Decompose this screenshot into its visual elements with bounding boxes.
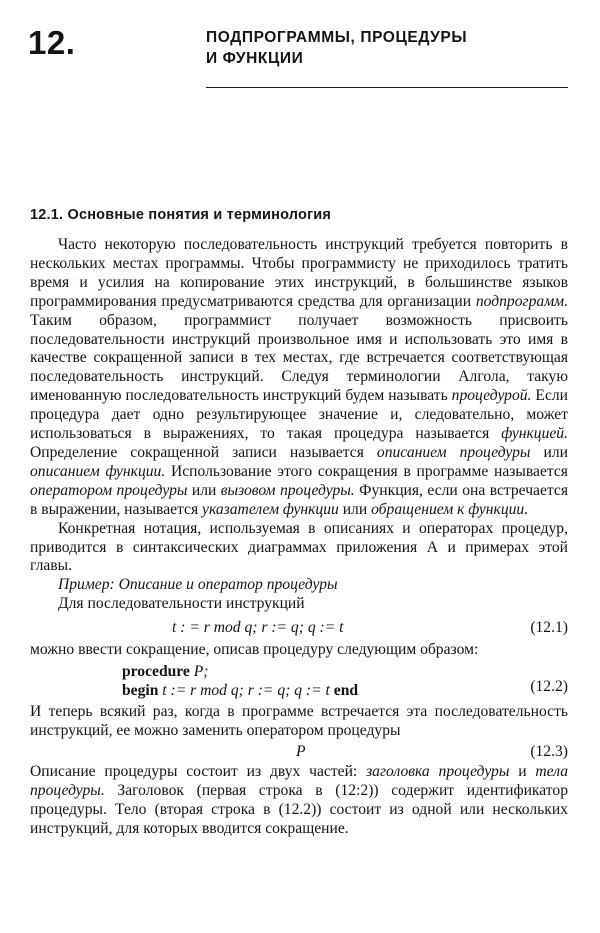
chapter-title-line-2: И ФУНКЦИИ — [206, 50, 304, 67]
chapter-title-line-1: ПОДПРОГРАММЫ, ПРОЦЕДУРЫ — [206, 29, 468, 46]
paragraph-replace: И теперь всякий раз, когда в программе встречается эта последовательность инструкций, ее можно заменить оператором процедуры — [30, 703, 568, 739]
chapter-number: 12. — [28, 24, 76, 61]
section-heading: 12.1. Основные понятия и терминология — [30, 207, 332, 223]
paragraph-notation: Конкретная нотация, используемая в описаниях и операторах процедур, приводится в синтаксических диаграммах приложения А и примерах этой главы. — [30, 519, 568, 575]
paragraph-intro: Часто некоторую последовательность инструкций требуется повторить в нескольких местах программы. Чтобы программисту не приходилось тратить время и усилия на копирование этих инструкций, в большинстве языков программирования предусматриваются средства для организации подпрограмм. Таким образом, программист получает возможность присвоить последовательности инструкций произвольное имя и использовать это имя в качестве сокращенной записи в тех местах, где встречается соответствующая последовательность инструкций. Следуя терминологии Алгола, такую именованную последовательность инструкций будем называть процедурой. Если процедура дает одно результирующее значение и, следовательно, может использоваться в выражениях, то такая процедура называется функцией. Определение сокращенной записи называется описанием процедуры или описанием функции. Использование этого сокращения в программе называется оператором процедуры или вызовом процедуры. Функция, если она встречается в выражении, называется указателем функции или обращением к функции. — [30, 236, 568, 518]
example-heading: Пример: Описание и оператор процедуры — [58, 576, 338, 594]
equation-12-3-expression: P — [296, 742, 306, 760]
body-text — [30, 236, 568, 838]
equation-12-3-number: (12.3) — [530, 742, 568, 760]
paragraph-after-eq1: можно ввести сокращение, описав процедуру следующим образом: — [30, 641, 479, 659]
equation-12-1-number: (12.1) — [530, 619, 568, 637]
equation-12-3 — [30, 741, 568, 763]
chapter-title — [206, 27, 467, 69]
equation-12-1 — [30, 616, 568, 639]
procedure-declaration — [30, 662, 568, 700]
equation-12-1-expression: t : = r mod q; r := q; q := t — [172, 619, 344, 637]
procedure-body-line: begin t := r mod q; r := q; q := t end — [122, 682, 359, 700]
equation-12-2-number: (12.2) — [530, 678, 568, 696]
chapter-title-rule — [206, 87, 568, 88]
paragraph-parts: Описание процедуры состоит из двух частей: заголовка процедуры и тела процедуры. Заголовок (первая строка в (12:2)) содержит идентификатор процедуры. Тело (вторая строка в (12.2)) состоит из одной или нескольких инструкций, для которых вводится сокращение. — [30, 762, 568, 837]
procedure-header-line: procedure P; — [122, 663, 209, 681]
example-lead: Для последовательности инструкций — [58, 595, 305, 613]
